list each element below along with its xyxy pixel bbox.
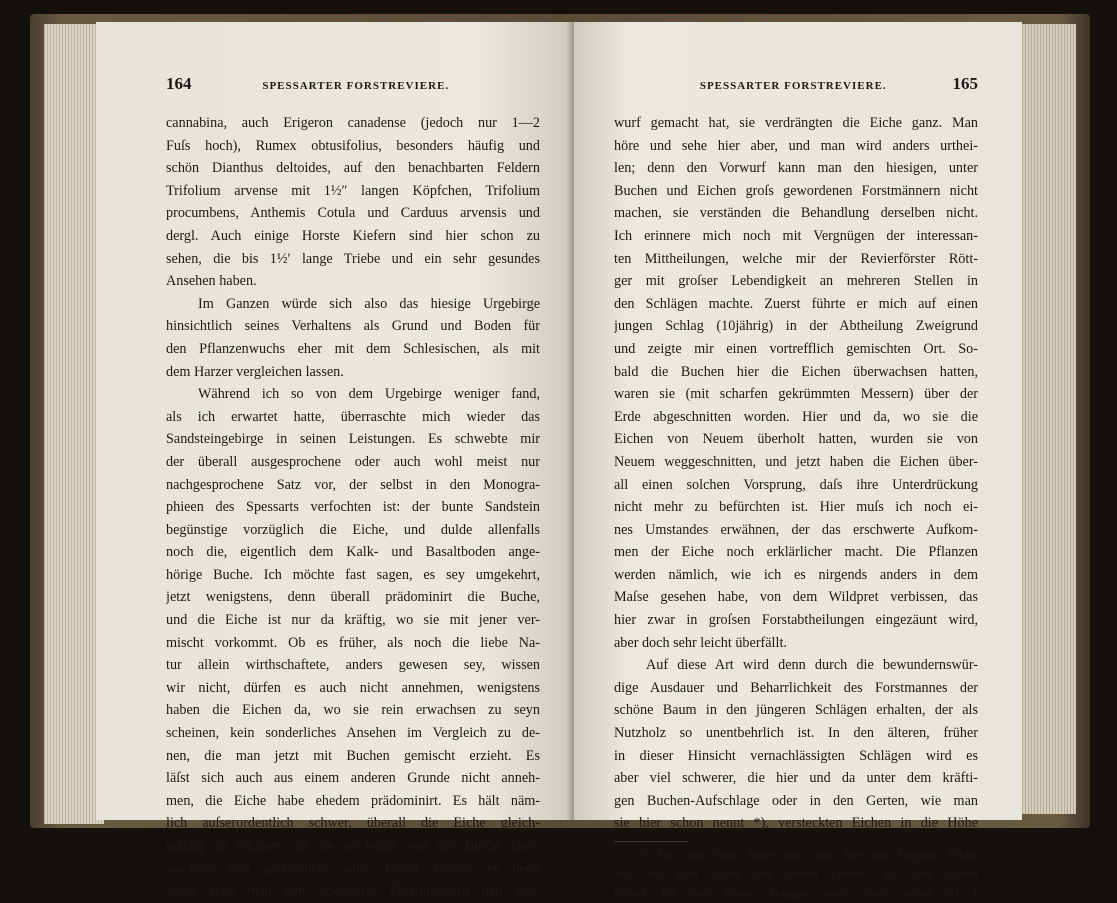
- text-line: *) Bis zum 6ten Jahre sagt man hier im Spessart Pflan-: [638, 848, 978, 862]
- text-line: mischt vorkommt. Ob es früher, als noch die liebe Na-: [166, 634, 540, 651]
- text-line: Im Ganzen würde sich also das hiesige Urgebirge: [198, 295, 540, 312]
- text-line: aber doch sehr leicht überfällt.: [614, 634, 787, 651]
- text-line: der überall ausgesprochene oder auch wohl meist nur: [166, 453, 540, 470]
- text-line: zen, bis zum 15ten und 20sten Gerten, bis zum 25sten: [614, 867, 978, 881]
- text-line: jetzt wenigstens, denn überall prädominirt die Buche,: [166, 589, 540, 606]
- text-line: Neuem weggeschnitten, und jetzt haben die Eichen über-: [614, 453, 978, 470]
- text-line: als ich erwartet hatte, überraschte mich wieder das: [166, 408, 540, 425]
- page-number: 165: [952, 74, 978, 93]
- text-line: schöne Baum in den jüngeren Schlägen erhalten, der als: [614, 702, 978, 719]
- page-edges-left: [44, 24, 104, 824]
- text-line: ger mit groſser Lebendigkeit an mehreren Stellen in: [614, 273, 978, 290]
- text-line: lich auſserordentlich schwer, überall die Eiche gleich-: [166, 815, 540, 832]
- text-line: in dieser Hinsicht vernachlässigten Schlägen wird es: [614, 747, 978, 764]
- text-line: Trifolium arvense mit 1½″ langen Köpfchen, Trifolium: [166, 182, 540, 199]
- text-line: wohl, daſs man den Spessarter Forstmännern den Vor-: [166, 883, 540, 900]
- text-line: dergl. Auch einige Horste Kiefern sind hier schon zu: [166, 227, 540, 244]
- text-line: waren sie (mit scharfen gekrümmten Messern) über der: [614, 386, 978, 403]
- text-line: men, die Eiche habe ehedem prädominirt. Es hält näm-: [166, 792, 540, 809]
- text-line: dem Harzer vergleichen lassen.: [166, 363, 344, 380]
- text-line: men der Eiche noch erklärlicher macht. Die Pflanzen: [614, 544, 978, 561]
- text-line: höre und sehe hier aber, und man wird anders urthei-: [614, 137, 978, 154]
- text-line: Ansehen haben.: [166, 273, 257, 290]
- page-edges-right: [1020, 24, 1076, 814]
- text-line: Ich erinnere mich noch mit Vergnügen der interessan-: [614, 227, 978, 244]
- text-line: wir nicht, dürfen es auch nicht annehmen, wenigstens: [166, 679, 540, 696]
- text-line: Auf diese Art wird denn durch die bewundernswür-: [646, 657, 978, 674]
- text-line: nicht mehr zu befürchten ist. Hier muſs ich noch ei-: [614, 499, 978, 516]
- text-line: wachsen und unterdrückt wird. Daher kömmt es denn: [166, 860, 540, 877]
- text-line: scheinen, kein sonderliches Ansehen im Vergleich zu de-: [166, 725, 540, 742]
- text-line: begünstige vorzüglich die Eiche, und dulde allenfalls: [166, 521, 540, 538]
- text-line: Maſse gesehen habe, von dem Wildpret verbissen, das: [614, 589, 978, 606]
- text-line: dige Ausdauer und Beharrlichkeit des Forstmannes der: [614, 679, 978, 696]
- right-page-body: [614, 112, 978, 835]
- text-line: wurf gemacht hat, sie verdrängten die Eiche ganz. Man: [614, 115, 978, 131]
- text-line: phieen des Spessarts verfochten ist: der bunte Sandstein: [166, 499, 540, 516]
- text-line: Fuſs hoch), Rumex obtusifolius, besonders häufig und: [166, 137, 540, 154]
- text-line: sie hier schon nennt *), versteckten Eichen in die Höhe: [614, 815, 978, 832]
- left-page-header: [166, 74, 540, 100]
- page-number: 164: [166, 74, 192, 93]
- text-line: Reidel, bis zum 30sten Stangen, noch ältere, selbst bis 1: [614, 886, 978, 900]
- text-line: machen, sie verständen die Behandlung derselben nicht.: [614, 205, 978, 222]
- text-line: len; denn den Vorwurf kann man den hiesigen, unter: [614, 160, 978, 177]
- text-line: sehen, die bis 1½′ lange Triebe und ein sehr gesundes: [166, 250, 540, 267]
- text-line: noch die, eigentlich dem Kalk- und Basaltboden ange-: [166, 544, 540, 561]
- text-line: nen, die man jetzt mit Buchen gemischt erzieht. Es: [166, 747, 540, 764]
- left-page: [96, 22, 574, 900]
- text-line: den Schlägen machte. Zuerst führte er mich auf einen: [614, 295, 978, 312]
- text-line: Sandsteingebirge in seinen Leistungen. Es schwebte mir: [166, 431, 540, 448]
- text-line: Erde abgeschnitten worden. Hier und da, wo sie die: [614, 408, 978, 425]
- running-head: SPESSARTER FORSTREVIERE.: [262, 80, 450, 92]
- text-line: aber viel schwerer, die hier und da unter dem kräfti-: [614, 770, 978, 787]
- footnote: [614, 846, 978, 903]
- text-line: jungen Schlag (10jährig) in der Abtheilung Zweigrund: [614, 318, 978, 335]
- text-line: Buchen und Eichen groſs gewordenen Forstmännern nicht: [614, 182, 978, 199]
- footnote-rule: [614, 841, 688, 842]
- text-line: den Pflanzenwuchs eher mit dem Schlesischen, als mit: [166, 340, 540, 357]
- text-line: ten Mittheilungen, welche mir der Revierförster Rött-: [614, 250, 978, 267]
- text-line: gen Buchen-Aufschlage oder in den Gerten, wie man: [614, 792, 978, 809]
- text-line: tur allein wirthschaftete, anders gewesen sey, wissen: [166, 657, 540, 674]
- right-page-header: [614, 74, 978, 100]
- text-line: werden nämlich, wie ich es nirgends anders in dem: [614, 566, 978, 583]
- text-line: schön Dianthus deltoides, auf den benachbarten Feldern: [166, 160, 540, 177]
- text-line: all einen solchen Vorsprung, daſs ihre Unterdrückung: [614, 476, 978, 493]
- text-line: hinsichtlich seines Verhaltens als Grund und Boden für: [166, 318, 540, 335]
- text-line: und die Eiche ist nur da kräftig, wo sie mit jener ver-: [166, 612, 540, 629]
- text-line: haben die Eichen da, wo sie rein erwachsen zu seyn: [166, 702, 540, 719]
- text-line: Während ich so von dem Urgebirge weniger fand,: [198, 386, 540, 403]
- text-line: cannabina, auch Erigeron canadense (jedoch nur 1—2: [166, 115, 540, 131]
- text-line: Nutzholz so unentbehrlich ist. In den älteren, früher: [614, 725, 978, 742]
- text-line: und zeigte mir einen vortrefflich gemischten Ort. So-: [614, 340, 978, 357]
- text-line: mäſsig zu erhalten, da sie so leicht von der Buche über-: [166, 838, 540, 854]
- running-head: SPESSARTER FORSTREVIERE.: [699, 80, 887, 92]
- right-page: [574, 22, 1022, 900]
- text-line: läſst sich auch aus einem anderen Grunde nicht anneh-: [166, 770, 540, 787]
- left-page-body: [166, 112, 540, 903]
- text-line: hörige Buche. Ich möchte fast sagen, es sey umgekehrt,: [166, 566, 540, 583]
- text-line: Eichen von Neuem überholt hatten, wurden sie von: [614, 431, 978, 448]
- text-line: bald die Buchen hier die Eichen überwachsen hatten,: [614, 363, 978, 380]
- text-line: hier zwar in groſsen Forstabtheilungen eingezäunt wird,: [614, 612, 978, 629]
- text-line: nes Umstandes erwähnen, der das erschwerte Aufkom-: [614, 521, 978, 538]
- text-line: procumbens, Anthemis Cotula und Carduus arvensis und: [166, 205, 540, 222]
- text-line: nachgesprochene Satz vor, der selbst in den Monogra-: [166, 476, 540, 493]
